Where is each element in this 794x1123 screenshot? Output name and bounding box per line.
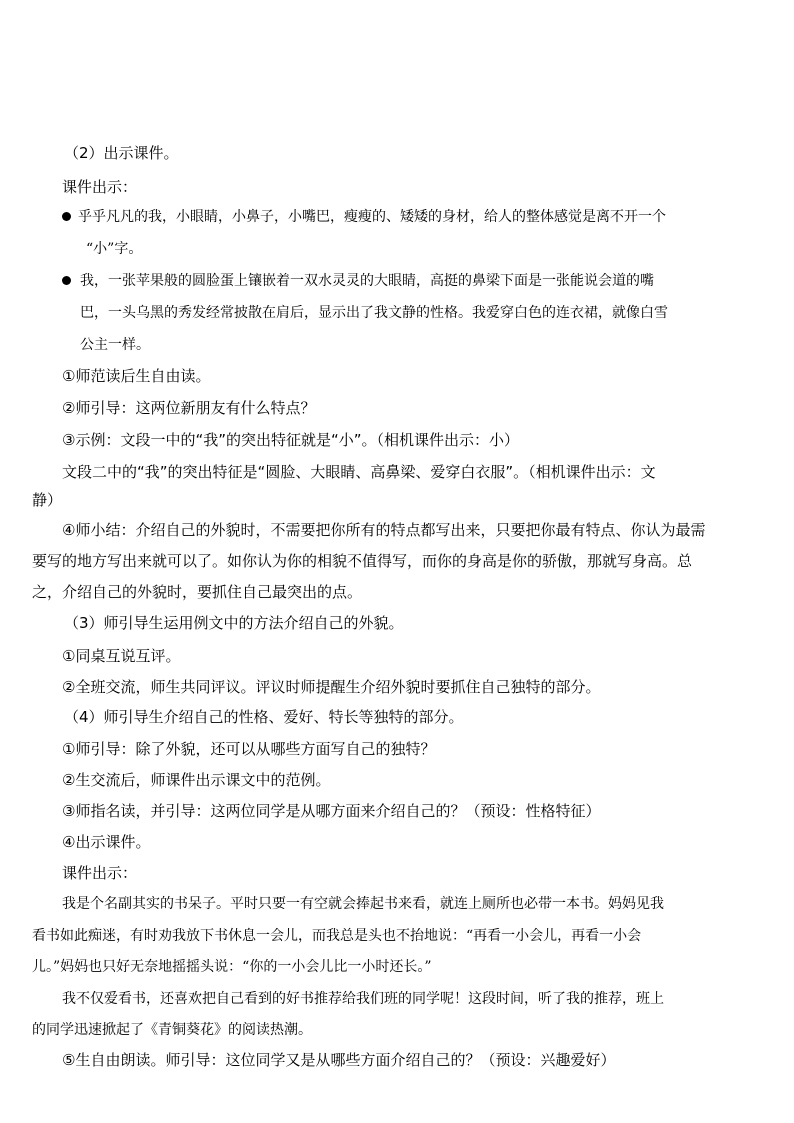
section-heading-4: （4）师引导生介绍自己的性格、爱好、特长等独特的部分。 (64, 708, 464, 726)
step-item: ②师引导：这两位新朋友有什么特点？ (62, 399, 316, 417)
step-item: ④出示课件。 (62, 833, 151, 851)
step-item: ②全班交流，师生共同评议。评议时师提醒生介绍外貌时要抓住自己独特的部分。 (62, 678, 601, 696)
summary-line: 之，介绍自己的外貌时，要抓住自己最突出的点。 (32, 583, 363, 601)
example-text-3-line: 我不仅爱看书，还喜欢把自己看到的好书推荐给我们班的同学呢！这段时间，听了我的推荐，班上 (62, 991, 664, 1007)
paragraph-line: 静） (32, 491, 63, 509)
example-text-3-line: 的同学迅速掀起了《青铜葵花》的阅读热潮。 (32, 1022, 312, 1038)
step-item: ⑤生自由朗读。师引导：这位同学又是从哪些方面介绍自己的？（预设：兴趣爱好） (62, 1051, 616, 1069)
bullet-dot-icon (62, 276, 71, 285)
step-item: ③师指名读，并引导：这两位同学是从哪方面来介绍自己的？（预设：性格特征） (62, 802, 601, 820)
step-item: ②生交流后，师课件出示课文中的范例。 (62, 771, 331, 789)
example-text-1-line-2: “小”字。 (86, 241, 143, 257)
step-item: ③示例：文段一中的“我”的突出特征就是“小”。（相机课件出示：小） (62, 431, 520, 449)
example-text-2-line-2: 巴，一头乌黑的秀发经常披散在肩后，显示出了我文静的性格。我爱穿白色的连衣裙，就像白雪 (80, 305, 668, 321)
example-text-1-line-1: 乎乎凡凡的我，小眼睛，小鼻子，小嘴巴，瘦瘦的、矮矮的身材，给人的整体感觉是离不开一个 (78, 209, 666, 225)
example-text-2-line-3: 公主一样。 (80, 337, 150, 353)
courseware-label: 课件出示： (62, 864, 138, 882)
step-item: ①同桌互说互评。 (62, 647, 181, 665)
summary-line: ④师小结：介绍自己的外貌时，不需要把你所有的特点都写出来，只要把你最有特点、你认为最需 (62, 521, 706, 539)
courseware-label: 课件出示： (62, 178, 138, 196)
example-text-3-line: 儿。”妈妈也只好无奈地摇摇头说：“你的一小会儿比一小时还长。” (32, 959, 432, 975)
section-heading-3: （3）师引导生运用例文中的方法介绍自己的外貌。 (64, 614, 404, 632)
step-item: ①师引导：除了外貌，还可以从哪些方面写自己的独特？ (62, 740, 436, 758)
section-heading-2: （2）出示课件。 (64, 144, 179, 162)
summary-line: 要写的地方写出来就可以了。如你认为你的相貌不值得写，而你的身高是你的骄傲，那就写身高。总 (32, 552, 693, 570)
example-text-3-line: 我是个名副其实的书呆子。平时只要一有空就会捧起书来看，就连上厕所也必带一本书。妈妈见我 (62, 896, 664, 912)
example-text-2-line-1: 我，一张苹果般的圆脸蛋上镶嵌着一双水灵灵的大眼睛，高挺的鼻梁下面是一张能说会道的嘴 (80, 273, 654, 289)
example-text-3-line: 看书如此痴迷，有时劝我放下书休息一会儿，而我总是头也不抬地说：“再看一小会儿，再看一小会 (32, 928, 642, 944)
paragraph-line: 文段二中的“我”的突出特征是“圆脸、大眼睛、高鼻梁、爱穿白衣服”。（相机课件出示：文 (62, 463, 656, 481)
step-item: ①师范读后生自由读。 (62, 367, 211, 385)
bullet-dot-icon (62, 212, 71, 221)
